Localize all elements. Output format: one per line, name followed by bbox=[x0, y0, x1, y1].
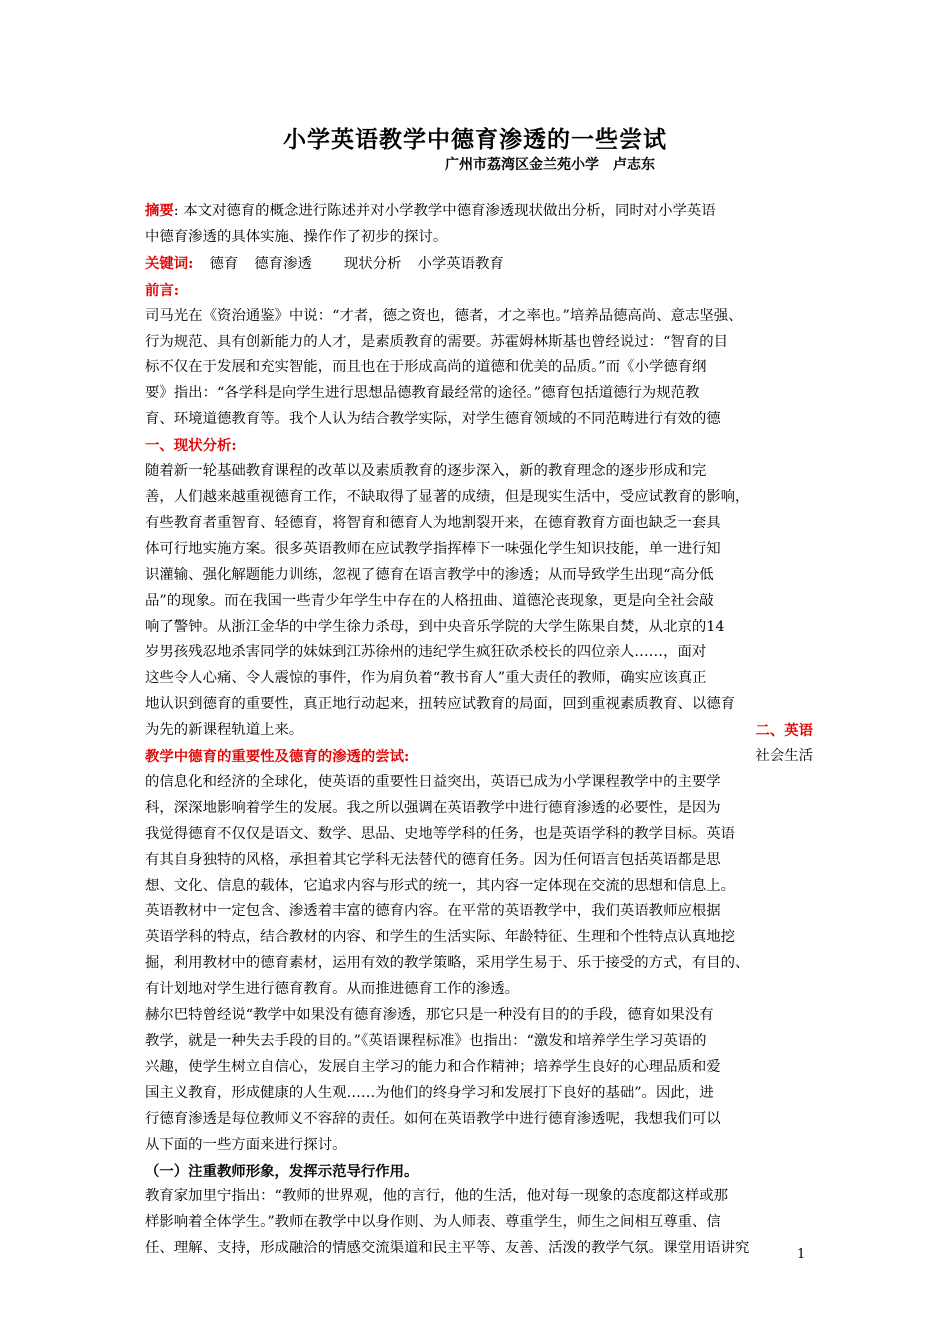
keyword: 德育 bbox=[209, 255, 239, 272]
body-line: 行德育渗透是每位教师义不容辞的责任。如何在英语教学中进行德育渗透呢，我想我们可以 bbox=[145, 1110, 721, 1127]
body-line: 我觉得德育不仅仅是语文、数学、思品、史地等学科的任务，也是英语学科的教学目标。英语 bbox=[145, 825, 736, 842]
body-line: 地认识到德育的重要性，真正地行动起来，扭转应试教育的局面，回到重视素质教育、以德育 bbox=[145, 696, 736, 713]
body-line: 体可行地实施方案。很多英语教师在应试教学指挥棒下一味强化学生知识技能，单一进行知 bbox=[145, 540, 721, 557]
body-line: 兴趣，使学生树立自信心，发展自主学习的能力和合作精神；培养学生良好的心理品质和爱 bbox=[145, 1058, 721, 1075]
preface-line: 司马光在《资治通鉴》中说：“才者，德之资也，德者，才之率也。”培养品德高尚、意志坚强、 bbox=[145, 307, 743, 324]
abstract-line bbox=[145, 198, 813, 225]
body-line: 有计划地对学生进行德育教育。从而推进德育工作的渗透。 bbox=[145, 981, 520, 998]
body-line: 赫尔巴特曾经说“教学中如果没有德育渗透，那它只是一种没有目的的手段，德育如果没有 bbox=[145, 1007, 714, 1024]
body-line: 国主义教育，形成健康的人生观……为他们的终身学习和发展打下良好的基础”。因此，进 bbox=[145, 1084, 714, 1101]
section-heading-line bbox=[145, 744, 813, 770]
keyword: 德育渗透 bbox=[254, 255, 312, 272]
body-line: 从下面的一些方面来进行探讨。 bbox=[145, 1136, 347, 1153]
body-line: 想、文化、信息的载体，它追求内容与形式的统一，其内容一定体现在交流的思想和信息上。 bbox=[145, 877, 736, 894]
body-line: 任、理解、支持，形成融洽的情感交流渠道和民主平等、友善、活泼的教学气氛。课堂用语讲究 bbox=[145, 1240, 750, 1257]
body-line: 善，人们越来越重视德育工作，不缺取得了显著的成绩，但是现实生活中，受应试教育的影响， bbox=[145, 488, 750, 505]
page-number: 1 bbox=[797, 1247, 806, 1262]
keyword: 现状分析 bbox=[343, 255, 402, 272]
preface-line: 要》指出：“各学科是向学生进行思想品德教育最经常的途径。”德育包括道德行为规范教 bbox=[145, 385, 700, 402]
keywords-label: 关键词: bbox=[145, 254, 194, 272]
body-text: 社会生活 bbox=[755, 748, 813, 765]
body-line: 样影响着全体学生。”教师在教学中以身作则、为人师表、尊重学生，师生之间相互尊重、信 bbox=[145, 1214, 721, 1231]
preface-line: 行为规范、具有创新能力的人才，是素质教育的需要。苏霍姆林斯基也曾经说过：“智育的目 bbox=[145, 333, 728, 350]
body-line: 有其自身独特的风格，承担着其它学科无法替代的德育任务。因为任何语言包括英语都是思 bbox=[145, 851, 721, 868]
body-line: 识灌输、强化解题能力训练，忽视了德育在语言教学中的渗透；从而导致学生出现“高分低 bbox=[145, 566, 714, 583]
body-line bbox=[145, 718, 813, 744]
preface-line: 育、环境道德教育等。我个人认为结合教学实际，对学生德育领域的不同范畴进行有效的德 bbox=[145, 411, 721, 428]
page-title: 小学英语教学中德育渗透的一些尝试 bbox=[283, 126, 667, 153]
section-heading: 一、现状分析: bbox=[145, 437, 237, 455]
body-line: 掘，利用教材中的德育素材，运用有效的教学策略，采用学生易于、乐于接受的方式，有目的、 bbox=[145, 955, 750, 972]
abstract-line: 中德育渗透的具体实施、操作作了初步的探讨。 bbox=[145, 228, 448, 245]
abstract-label: 摘要 bbox=[145, 202, 174, 219]
body-line: 英语学科的特点，结合教材的内容、和学生的生活实际、年龄特征、生理和个性特点认真地挖 bbox=[145, 929, 736, 946]
body-line: 品”的现象。而在我国一些青少年学生中存在的人格扭曲、道德沦丧现象，更是向全社会敲 bbox=[145, 592, 714, 609]
preface-heading: 前言: bbox=[145, 281, 180, 299]
document-body bbox=[145, 198, 813, 1262]
section-heading: 教学中德育的重要性及德育的渗透的尝试: bbox=[145, 748, 410, 766]
body-line: 的信息化和经济的全球化，使英语的重要性日益突出，英语已成为小学课程教学中的主要学 bbox=[145, 773, 721, 790]
preface-line: 标不仅在于发展和充实智能，而且也在于形成高尚的道德和优美的品质。”而《小学德育纲 bbox=[145, 359, 707, 376]
body-line: 教学，就是一种失去手段的目的。”《英语课程标准》也指出：“激发和培养学生学习英语的 bbox=[145, 1033, 707, 1049]
abstract-text: : 本文对德育的概念进行陈述并对小学教学中德育渗透现状做出分析，同时对小学英语 bbox=[173, 203, 716, 219]
keyword: 小学英语教育 bbox=[417, 255, 504, 272]
body-text: 为先的新课程轨道上来。 bbox=[145, 722, 304, 739]
body-line: 随着新一轮基础教育课程的改革以及素质教育的逐步深入，新的教育理念的逐步形成和完 bbox=[145, 463, 707, 480]
body-line: 教育家加里宁指出：“教师的世界观，他的言行，他的生活，他对每一现象的态度都这样或那 bbox=[145, 1188, 728, 1205]
section-heading: 二、英语 bbox=[755, 722, 813, 740]
keywords-line bbox=[145, 251, 813, 278]
body-line: 这些令人心痛、令人震惊的事件，作为肩负着“教书育人”重大责任的教师，确实应该真正 bbox=[145, 670, 707, 687]
body-line: 有些教育者重智育、轻德育，将智育和德育人为地割裂开来，在德育教育方面也缺乏一套具 bbox=[145, 514, 721, 531]
author-line: 广州市荔湾区金兰苑小学 卢志东 bbox=[445, 157, 655, 173]
body-line: 岁男孩残忍地杀害同学的妹妹到江苏徐州的违纪学生疯狂砍杀校长的四位亲人……，面对 bbox=[145, 644, 707, 661]
body-line: 响了警钟。从浙江金华的中学生徐力杀母，到中央音乐学院的大学生陈果自焚，从北京的14 bbox=[145, 618, 725, 635]
body-line: 科，深深地影响着学生的发展。我之所以强调在英语教学中进行德育渗透的必要性，是因为 bbox=[145, 799, 721, 816]
body-line: 英语教材中一定包含、渗透着丰富的德育内容。在平常的英语教学中，我们英语教师应根据 bbox=[145, 903, 721, 920]
subsection-heading: （一）注重教师形象，发挥示范导行作用。 bbox=[145, 1162, 419, 1180]
